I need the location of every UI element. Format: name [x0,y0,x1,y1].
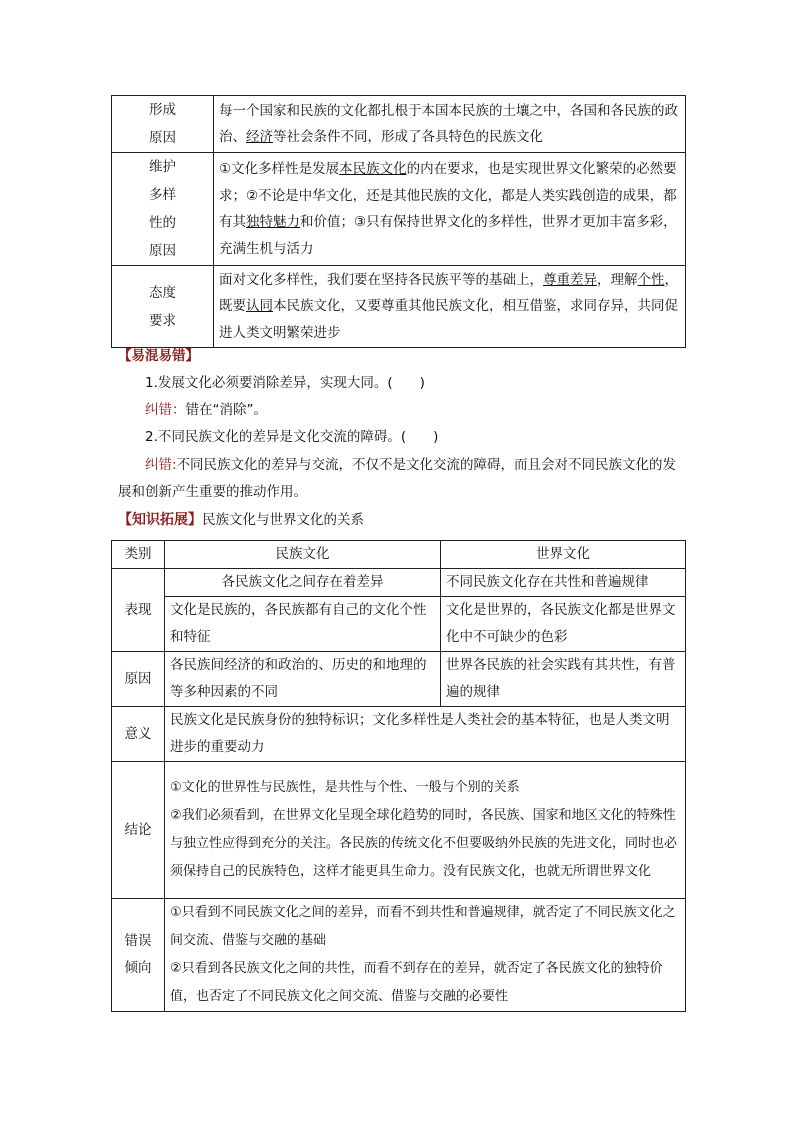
table-row [112,569,686,597]
question-1: 1.发展文化必须要消除差异，实现大同。( ) [145,375,425,391]
table-header-row [112,541,686,569]
label-wrong-tendency: 错误 倾向 [112,899,165,1012]
cell-conclusion: ①文化的世界性与民族性，是共性与个性、一般与个别的关系 ②我们必须看到，在世界文化呈现全球化趋势的同时，各民族、国家和地区文化的特殊性与独立性应得到充分的关注。各民族的传统文化不但要吸纳外民族的先进文化，同时也必须保持自己的民族特色，这样才能更具生命力。没有民族文化，也就无所谓世界文化 [165,762,686,899]
cell-significance: 民族文化是民族身份的独特标识；文化多样性是人类社会的基本特征，也是人类文明进步的重要动力 [165,707,686,762]
row-head-formation: 形成 原因 [112,96,214,153]
expand-heading: 【知识拓展】民族文化与世界文化的关系 [118,512,364,528]
table-row [112,96,686,153]
correction-2: 纠错:不同民族文化的差异与交流，不仅不是文化交流的障碍，而且会对不同民族文化的发展和创新产生重要的推动作用。 [118,457,677,500]
row-head-attitude: 态度 要求 [112,266,214,348]
table-row [112,707,686,762]
cell-wrong-tendency: ①只看到不同民族文化之间的差异，而看不到共性和普遍规律，就否定了不同民族文化之间交流、借鉴与交融的基础 ②只看到各民族文化之间的共性，而看不到存在的差异，就否定了各民族文化的独特价值，也否定了不同民族文化之间交流、借鉴与交融的必要性 [165,899,686,1012]
table-row [112,153,686,266]
header-world: 世界文化 [441,541,686,569]
label-significance: 意义 [112,707,165,762]
diversity-table [111,95,686,348]
question-2: 2.不同民族文化的差异是文化交流的障碍。( ) [145,429,439,445]
cell-reason-national: 各民族间经济的和政治的、历史的和地理的等多种因素的不同 [165,652,441,707]
cell-reason-world: 世界各民族的社会实践有其共性，有普遍的规律 [441,652,686,707]
table-row [112,266,686,348]
row-head-reasons: 维护 多样 性的 原因 [112,153,214,266]
row-content-formation: 每一个国家和民族的文化都扎根于本国本民族的土壤之中，各国和各民族的政治、经济等社会条件不同，形成了各具特色的民族文化 [214,96,686,153]
header-national: 民族文化 [165,541,441,569]
row-content-attitude: 面对文化多样性，我们要在坚持各民族平等的基础上，尊重差异，理解个性，既要认同本民族文化，又要尊重其他民族文化，相互借鉴，求同存异，共同促进人类文明繁荣进步 [214,266,686,348]
cell-performance-world-2: 文化是世界的，各民族文化都是世界文化中不可缺少的色彩 [441,597,686,652]
table-row [112,899,686,1012]
label-performance: 表现 [112,569,165,652]
relation-table [111,540,686,1012]
label-reason: 原因 [112,652,165,707]
row-content-reasons: ①文化多样性是发展本民族文化的内在要求，也是实现世界文化繁荣的必然要求；②不论是中华文化，还是其他民族的文化，都是人类实践创造的成果，都有其独特魅力和价值；③只有保持世界文化的多样性，世界才更加丰富多彩，充满生机与活力 [214,153,686,266]
cell-performance-national-1: 各民族文化之间存在着差异 [165,569,441,597]
table-row [112,652,686,707]
table-row [112,762,686,899]
header-category: 类别 [112,541,165,569]
cell-performance-world-1: 不同民族文化存在共性和普遍规律 [441,569,686,597]
confusion-title: 【易混易错】 [118,348,199,364]
correction-1: 纠错：错在“消除”。 [145,402,267,418]
label-conclusion: 结论 [112,762,165,899]
cell-performance-national-2: 文化是民族的，各民族都有自己的文化个性和特征 [165,597,441,652]
table-row [112,597,686,652]
